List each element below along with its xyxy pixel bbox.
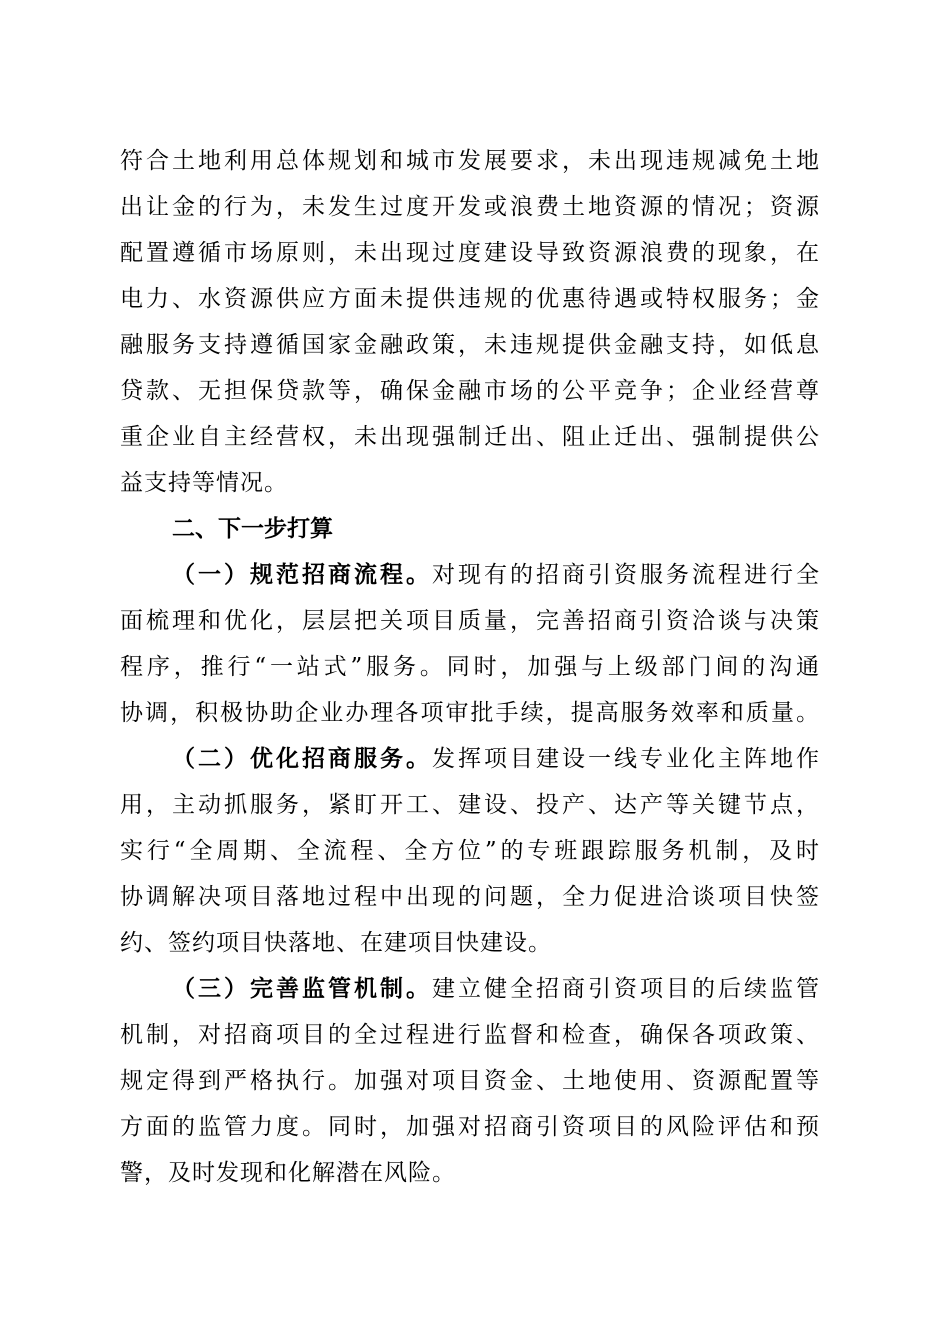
item-2-first-line: [172, 738, 820, 780]
item-3-first-line: [172, 968, 820, 1010]
item-2-text: 发挥项目建设一线专业化主阵地作: [432, 746, 820, 772]
item-3-text: 建立健全招商引资项目的后续监管: [432, 976, 820, 1002]
item-1-text: 对现有的招商引资服务流程进行全: [432, 562, 820, 588]
item-2-line: 协调解决项目落地过程中出现的问题，全力促进洽谈项目快签: [120, 884, 820, 910]
paragraph-1-line: 符合土地利用总体规划和城市发展要求，未出现违规减免土地: [120, 148, 820, 174]
item-3-line: 机制，对招商项目的全过程进行监督和检查，确保各项政策、: [120, 1022, 820, 1048]
section-heading: 二、下一步打算: [172, 516, 333, 542]
item-1-line: 面梳理和优化，层层把关项目质量，完善招商引资洽谈与决策: [120, 608, 820, 634]
paragraph-1-line: 出让金的行为，未发生过度开发或浪费土地资源的情况；资源: [120, 194, 820, 220]
item-1-line: 程序，推行“一站式”服务。同时，加强与上级部门间的沟通: [120, 654, 820, 680]
item-1-title: （一）规范招商流程。: [172, 562, 432, 588]
paragraph-1-line: 益支持等情况。: [120, 470, 288, 496]
item-2-line: 实行“全周期、全流程、全方位”的专班跟踪服务机制，及时: [120, 838, 820, 864]
paragraph-1-line: 电力、水资源供应方面未提供违规的优惠待遇或特权服务；金: [120, 286, 820, 312]
paragraph-1-line: 重企业自主经营权，未出现强制迁出、阻止迁出、强制提供公: [120, 424, 820, 450]
item-2-line: 用，主动抓服务，紧盯开工、建设、投产、达产等关键节点，: [120, 792, 820, 818]
item-3-line: 警，及时发现和化解潜在风险。: [120, 1160, 456, 1186]
paragraph-1-line: 融服务支持遵循国家金融政策，未违规提供金融支持，如低息: [120, 332, 820, 358]
item-1-first-line: [172, 554, 820, 596]
item-3-line: 规定得到严格执行。加强对项目资金、土地使用、资源配置等: [120, 1068, 820, 1094]
item-1-line: 协调，积极协助企业办理各项审批手续，提高服务效率和质量。: [120, 700, 820, 726]
item-2-line: 约、签约项目快落地、在建项目快建设。: [120, 930, 552, 956]
paragraph-1-line: 贷款、无担保贷款等，确保金融市场的公平竞争；企业经营尊: [120, 378, 820, 404]
item-2-title: （二）优化招商服务。: [172, 746, 432, 772]
item-3-line: 方面的监管力度。同时，加强对招商引资项目的风险评估和预: [120, 1114, 820, 1140]
item-3-title: （三）完善监管机制。: [172, 976, 432, 1002]
paragraph-1-line: 配置遵循市场原则，未出现过度建设导致资源浪费的现象，在: [120, 240, 820, 266]
